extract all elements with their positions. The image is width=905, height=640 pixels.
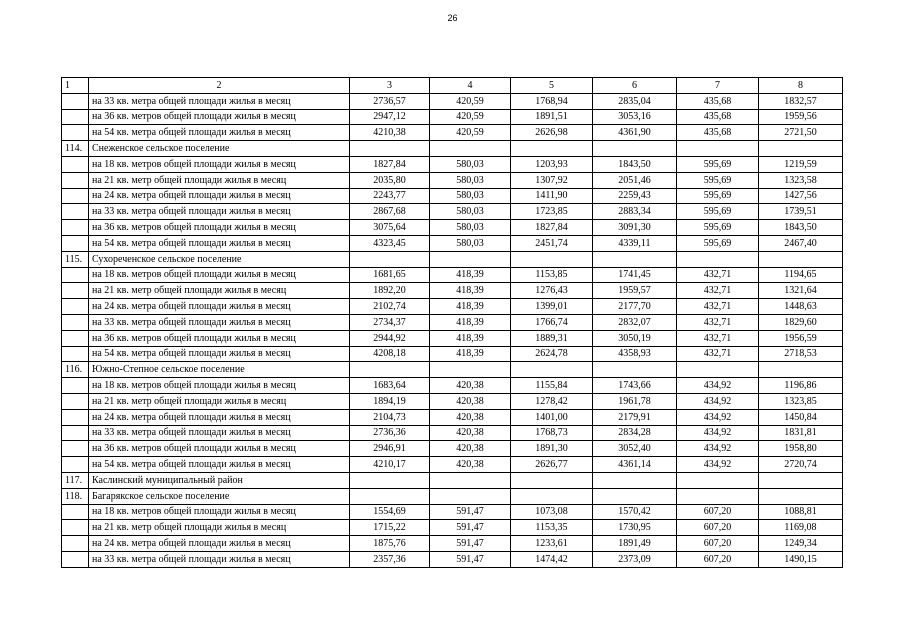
section-number: 115. (62, 251, 89, 267)
value-cell: 1768,94 (511, 93, 593, 109)
value-cell: 432,71 (677, 346, 759, 362)
table-row (62, 346, 843, 362)
table-row (62, 93, 843, 109)
table-row (62, 551, 843, 567)
table-row (62, 504, 843, 520)
row-label: на 54 кв. метра общей площади жилья в месяц (89, 457, 350, 473)
empty-cell (759, 488, 843, 504)
section-name: Багарякское сельское поселение (89, 488, 350, 504)
empty-cell (350, 251, 430, 267)
row-label: на 33 кв. метра общей площади жилья в месяц (89, 314, 350, 330)
empty-cell (511, 472, 593, 488)
tariff-table (61, 77, 843, 568)
row-label: на 21 кв. метр общей площади жилья в месяц (89, 283, 350, 299)
empty-cell (593, 488, 677, 504)
row-label: на 36 кв. метров общей площади жилья в месяц (89, 330, 350, 346)
row-number-cell (62, 283, 89, 299)
table-row (62, 425, 843, 441)
empty-cell (593, 362, 677, 378)
empty-cell (759, 362, 843, 378)
value-cell: 580,03 (430, 235, 511, 251)
value-cell: 580,03 (430, 204, 511, 220)
empty-cell (430, 472, 511, 488)
value-cell: 1448,63 (759, 299, 843, 315)
empty-cell (677, 362, 759, 378)
section-name: Сухореченское сельское поселение (89, 251, 350, 267)
value-cell: 2834,28 (593, 425, 677, 441)
section-number: 116. (62, 362, 89, 378)
section-name: Каслинский муниципальный район (89, 472, 350, 488)
value-cell: 1323,85 (759, 393, 843, 409)
table-row (62, 220, 843, 236)
header-cell: 7 (677, 78, 759, 94)
row-number-cell (62, 330, 89, 346)
header-cell: 1 (62, 78, 89, 94)
value-cell: 2947,12 (350, 109, 430, 125)
row-number-cell (62, 314, 89, 330)
value-cell: 1307,92 (511, 172, 593, 188)
value-cell: 1153,85 (511, 267, 593, 283)
page-number: 26 (447, 13, 458, 23)
row-label: на 54 кв. метра общей площади жилья в месяц (89, 346, 350, 362)
table-row (62, 378, 843, 394)
value-cell: 435,68 (677, 125, 759, 141)
row-label: на 21 кв. метр общей площади жилья в месяц (89, 172, 350, 188)
section-number: 117. (62, 472, 89, 488)
section-number: 118. (62, 488, 89, 504)
table-row (62, 172, 843, 188)
section-name: Южно-Степное сельское поселение (89, 362, 350, 378)
value-cell: 432,71 (677, 283, 759, 299)
value-cell: 1088,81 (759, 504, 843, 520)
value-cell: 580,03 (430, 188, 511, 204)
value-cell: 420,59 (430, 109, 511, 125)
value-cell: 1203,93 (511, 156, 593, 172)
value-cell: 1843,50 (759, 220, 843, 236)
empty-cell (430, 251, 511, 267)
value-cell: 580,03 (430, 156, 511, 172)
value-cell: 420,59 (430, 93, 511, 109)
value-cell: 2944,92 (350, 330, 430, 346)
value-cell: 418,39 (430, 330, 511, 346)
value-cell: 2373,09 (593, 551, 677, 567)
value-cell: 1730,95 (593, 520, 677, 536)
value-cell: 432,71 (677, 314, 759, 330)
header-cell: 3 (350, 78, 430, 94)
value-cell: 2035,80 (350, 172, 430, 188)
value-cell: 1715,22 (350, 520, 430, 536)
value-cell: 2243,77 (350, 188, 430, 204)
header-cell: 8 (759, 78, 843, 94)
row-number-cell (62, 93, 89, 109)
empty-cell (677, 472, 759, 488)
value-cell: 2451,74 (511, 235, 593, 251)
value-cell: 591,47 (430, 536, 511, 552)
value-cell: 1683,64 (350, 378, 430, 394)
value-cell: 595,69 (677, 172, 759, 188)
value-cell: 2626,98 (511, 125, 593, 141)
value-cell: 2718,53 (759, 346, 843, 362)
empty-cell (511, 488, 593, 504)
value-cell: 1153,35 (511, 520, 593, 536)
empty-cell (677, 251, 759, 267)
section-number: 114. (62, 141, 89, 157)
table-row (62, 156, 843, 172)
value-cell: 434,92 (677, 393, 759, 409)
row-label: на 24 кв. метра общей площади жилья в месяц (89, 536, 350, 552)
value-cell: 1723,85 (511, 204, 593, 220)
value-cell: 1450,84 (759, 409, 843, 425)
table-row (62, 441, 843, 457)
empty-cell (350, 472, 430, 488)
value-cell: 1401,00 (511, 409, 593, 425)
table-row (62, 299, 843, 315)
value-cell: 1233,61 (511, 536, 593, 552)
value-cell: 1554,69 (350, 504, 430, 520)
header-cell: 6 (593, 78, 677, 94)
value-cell: 420,38 (430, 393, 511, 409)
value-cell: 432,71 (677, 267, 759, 283)
row-label: на 18 кв. метров общей площади жилья в месяц (89, 378, 350, 394)
table-header-row (62, 78, 843, 94)
value-cell: 420,38 (430, 457, 511, 473)
value-cell: 1889,31 (511, 330, 593, 346)
row-number-cell (62, 520, 89, 536)
value-cell: 2720,74 (759, 457, 843, 473)
value-cell: 1875,76 (350, 536, 430, 552)
row-label: на 36 кв. метров общей площади жилья в месяц (89, 220, 350, 236)
table-row (62, 188, 843, 204)
row-label: на 33 кв. метра общей площади жилья в месяц (89, 93, 350, 109)
row-label: на 54 кв. метра общей площади жилья в месяц (89, 235, 350, 251)
value-cell: 418,39 (430, 283, 511, 299)
value-cell: 1741,45 (593, 267, 677, 283)
value-cell: 4210,38 (350, 125, 430, 141)
value-cell: 1427,56 (759, 188, 843, 204)
section-row (62, 362, 843, 378)
value-cell: 1278,42 (511, 393, 593, 409)
row-number-cell (62, 346, 89, 362)
section-row (62, 251, 843, 267)
value-cell: 1959,56 (759, 109, 843, 125)
value-cell: 432,71 (677, 299, 759, 315)
row-number-cell (62, 551, 89, 567)
value-cell: 434,92 (677, 457, 759, 473)
value-cell: 420,59 (430, 125, 511, 141)
value-cell: 2946,91 (350, 441, 430, 457)
section-name: Снеженское сельское поселение (89, 141, 350, 157)
value-cell: 1891,51 (511, 109, 593, 125)
row-number-cell (62, 109, 89, 125)
value-cell: 434,92 (677, 441, 759, 457)
value-cell: 2626,77 (511, 457, 593, 473)
value-cell: 1959,57 (593, 283, 677, 299)
value-cell: 1961,78 (593, 393, 677, 409)
value-cell: 607,20 (677, 551, 759, 567)
table-row (62, 283, 843, 299)
value-cell: 2259,43 (593, 188, 677, 204)
value-cell: 435,68 (677, 93, 759, 109)
value-cell: 418,39 (430, 267, 511, 283)
section-row (62, 488, 843, 504)
table-row (62, 409, 843, 425)
row-number-cell (62, 409, 89, 425)
empty-cell (759, 141, 843, 157)
value-cell: 1219,59 (759, 156, 843, 172)
row-label: на 54 кв. метра общей площади жилья в месяц (89, 125, 350, 141)
row-number-cell (62, 235, 89, 251)
value-cell: 1323,58 (759, 172, 843, 188)
value-cell: 1169,08 (759, 520, 843, 536)
row-label: на 21 кв. метр общей площади жилья в месяц (89, 520, 350, 536)
value-cell: 432,71 (677, 330, 759, 346)
row-number-cell (62, 299, 89, 315)
value-cell: 3091,30 (593, 220, 677, 236)
value-cell: 595,69 (677, 204, 759, 220)
row-number-cell (62, 267, 89, 283)
value-cell: 1956,59 (759, 330, 843, 346)
value-cell: 1958,80 (759, 441, 843, 457)
value-cell: 1832,57 (759, 93, 843, 109)
row-number-cell (62, 425, 89, 441)
value-cell: 607,20 (677, 504, 759, 520)
value-cell: 4361,14 (593, 457, 677, 473)
value-cell: 1829,60 (759, 314, 843, 330)
value-cell: 2734,37 (350, 314, 430, 330)
value-cell: 1831,81 (759, 425, 843, 441)
value-cell: 4210,17 (350, 457, 430, 473)
value-cell: 2177,70 (593, 299, 677, 315)
row-number-cell (62, 441, 89, 457)
value-cell: 1321,64 (759, 283, 843, 299)
empty-cell (759, 472, 843, 488)
value-cell: 1249,34 (759, 536, 843, 552)
value-cell: 1474,42 (511, 551, 593, 567)
header-cell: 5 (511, 78, 593, 94)
value-cell: 1894,19 (350, 393, 430, 409)
value-cell: 1196,86 (759, 378, 843, 394)
value-cell: 1490,15 (759, 551, 843, 567)
row-number-cell (62, 156, 89, 172)
row-label: на 36 кв. метров общей площади жилья в месяц (89, 109, 350, 125)
value-cell: 4208,18 (350, 346, 430, 362)
value-cell: 580,03 (430, 220, 511, 236)
row-number-cell (62, 536, 89, 552)
value-cell: 420,38 (430, 378, 511, 394)
value-cell: 1827,84 (511, 220, 593, 236)
value-cell: 1891,30 (511, 441, 593, 457)
value-cell: 2867,68 (350, 204, 430, 220)
value-cell: 3075,64 (350, 220, 430, 236)
value-cell: 2179,91 (593, 409, 677, 425)
empty-cell (677, 141, 759, 157)
value-cell: 4323,45 (350, 235, 430, 251)
value-cell: 591,47 (430, 551, 511, 567)
value-cell: 434,92 (677, 425, 759, 441)
table-row (62, 520, 843, 536)
row-label: на 33 кв. метра общей площади жилья в месяц (89, 204, 350, 220)
value-cell: 1681,65 (350, 267, 430, 283)
table-row (62, 235, 843, 251)
row-number-cell (62, 393, 89, 409)
value-cell: 1739,51 (759, 204, 843, 220)
value-cell: 591,47 (430, 504, 511, 520)
empty-cell (511, 141, 593, 157)
value-cell: 1411,90 (511, 188, 593, 204)
value-cell: 1276,43 (511, 283, 593, 299)
empty-cell (430, 488, 511, 504)
empty-cell (350, 488, 430, 504)
value-cell: 2736,57 (350, 93, 430, 109)
row-label: на 24 кв. метра общей площади жилья в месяц (89, 299, 350, 315)
row-label: на 24 кв. метра общей площади жилья в месяц (89, 409, 350, 425)
value-cell: 607,20 (677, 520, 759, 536)
value-cell: 2624,78 (511, 346, 593, 362)
header-cell: 2 (89, 78, 350, 94)
table-row (62, 393, 843, 409)
value-cell: 2102,74 (350, 299, 430, 315)
empty-cell (593, 251, 677, 267)
row-number-cell (62, 188, 89, 204)
row-label: на 18 кв. метров общей площади жилья в месяц (89, 267, 350, 283)
value-cell: 1570,42 (593, 504, 677, 520)
table-row (62, 267, 843, 283)
header-cell: 4 (430, 78, 511, 94)
value-cell: 2721,50 (759, 125, 843, 141)
value-cell: 1743,66 (593, 378, 677, 394)
row-number-cell (62, 220, 89, 236)
value-cell: 1843,50 (593, 156, 677, 172)
table-row (62, 314, 843, 330)
row-number-cell (62, 125, 89, 141)
empty-cell (511, 251, 593, 267)
row-number-cell (62, 504, 89, 520)
empty-cell (593, 472, 677, 488)
value-cell: 1073,08 (511, 504, 593, 520)
value-cell: 4358,93 (593, 346, 677, 362)
row-label: на 21 кв. метр общей площади жилья в месяц (89, 393, 350, 409)
value-cell: 1766,74 (511, 314, 593, 330)
row-number-cell (62, 378, 89, 394)
value-cell: 3050,19 (593, 330, 677, 346)
value-cell: 1891,49 (593, 536, 677, 552)
row-label: на 36 кв. метров общей площади жилья в месяц (89, 441, 350, 457)
value-cell: 2104,73 (350, 409, 430, 425)
empty-cell (430, 141, 511, 157)
value-cell: 591,47 (430, 520, 511, 536)
value-cell: 580,03 (430, 172, 511, 188)
value-cell: 434,92 (677, 409, 759, 425)
value-cell: 1194,65 (759, 267, 843, 283)
value-cell: 2357,36 (350, 551, 430, 567)
row-label: на 24 кв. метра общей площади жилья в месяц (89, 188, 350, 204)
row-label: на 18 кв. метров общей площади жилья в месяц (89, 504, 350, 520)
value-cell: 2736,36 (350, 425, 430, 441)
row-number-cell (62, 172, 89, 188)
section-row (62, 141, 843, 157)
value-cell: 595,69 (677, 235, 759, 251)
empty-cell (677, 488, 759, 504)
value-cell: 595,69 (677, 220, 759, 236)
value-cell: 4339,11 (593, 235, 677, 251)
value-cell: 3052,40 (593, 441, 677, 457)
value-cell: 1827,84 (350, 156, 430, 172)
value-cell: 595,69 (677, 188, 759, 204)
table-body (62, 93, 843, 567)
table-row (62, 109, 843, 125)
value-cell: 1155,84 (511, 378, 593, 394)
value-cell: 595,69 (677, 156, 759, 172)
empty-cell (430, 362, 511, 378)
row-label: на 18 кв. метров общей площади жилья в месяц (89, 156, 350, 172)
value-cell: 418,39 (430, 299, 511, 315)
value-cell: 420,38 (430, 409, 511, 425)
row-number-cell (62, 457, 89, 473)
value-cell: 418,39 (430, 314, 511, 330)
row-number-cell (62, 204, 89, 220)
empty-cell (350, 141, 430, 157)
row-label: на 33 кв. метра общей площади жилья в месяц (89, 551, 350, 567)
value-cell: 4361,90 (593, 125, 677, 141)
value-cell: 1399,01 (511, 299, 593, 315)
empty-cell (593, 141, 677, 157)
empty-cell (350, 362, 430, 378)
empty-cell (511, 362, 593, 378)
value-cell: 2883,34 (593, 204, 677, 220)
table-row (62, 330, 843, 346)
value-cell: 420,38 (430, 441, 511, 457)
table-row (62, 204, 843, 220)
value-cell: 420,38 (430, 425, 511, 441)
value-cell: 434,92 (677, 378, 759, 394)
value-cell: 435,68 (677, 109, 759, 125)
value-cell: 2832,07 (593, 314, 677, 330)
table-row (62, 457, 843, 473)
value-cell: 2835,04 (593, 93, 677, 109)
value-cell: 418,39 (430, 346, 511, 362)
value-cell: 1892,20 (350, 283, 430, 299)
value-cell: 3053,16 (593, 109, 677, 125)
value-cell: 1768,73 (511, 425, 593, 441)
table-row (62, 536, 843, 552)
value-cell: 2051,46 (593, 172, 677, 188)
value-cell: 607,20 (677, 536, 759, 552)
value-cell: 2467,40 (759, 235, 843, 251)
empty-cell (759, 251, 843, 267)
row-label: на 33 кв. метра общей площади жилья в месяц (89, 425, 350, 441)
section-row (62, 472, 843, 488)
table-row (62, 125, 843, 141)
